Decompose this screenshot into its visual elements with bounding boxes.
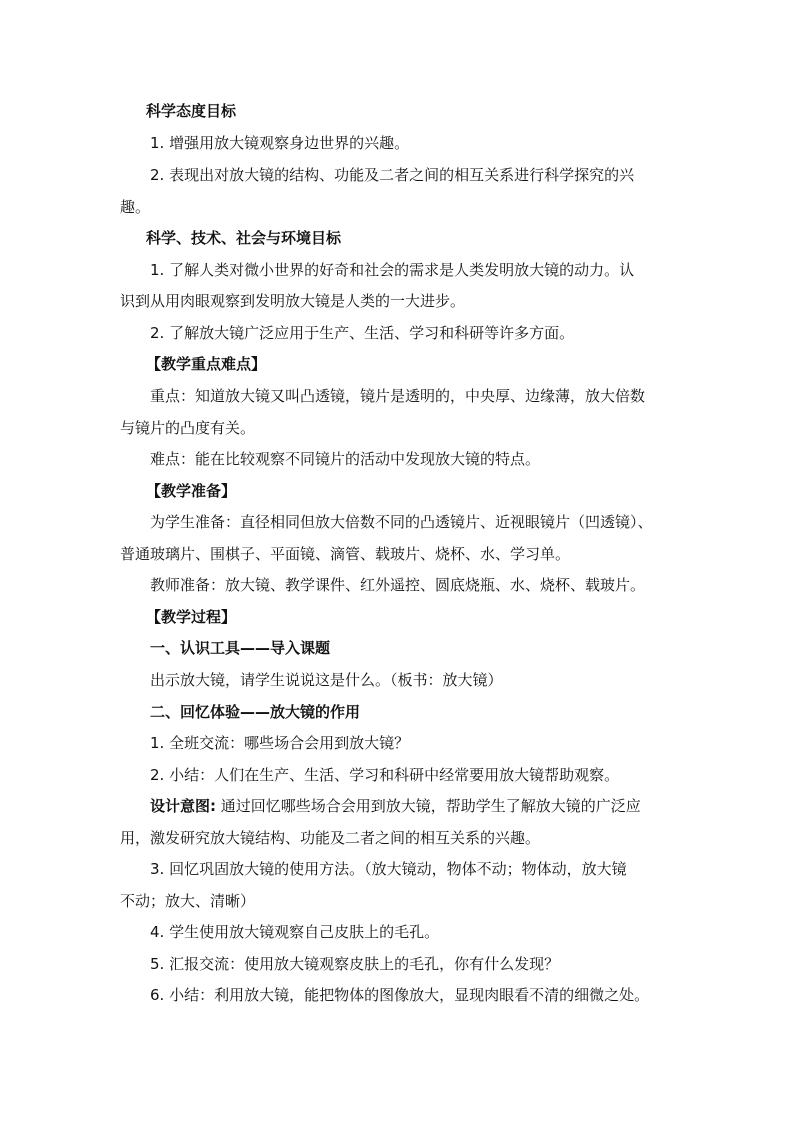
step-3-line-1: 3. 回忆巩固放大镜的使用方法。（放大镜动，物体不动；物体动，放大镜 [150, 860, 627, 878]
prep-student-line-1: 为学生准备：直径相同但放大倍数不同的凸透镜片、近视眼镜片（凹透镜）、 [150, 513, 653, 531]
step-4: 4. 学生使用放大镜观察自己皮肤上的毛孔。 [150, 923, 440, 941]
step-5: 5. 汇报交流：使用放大镜观察皮肤上的毛孔，你有什么发现？ [150, 955, 560, 973]
key-point-line-1: 重点：知道放大镜又叫凸透镜，镜片是透明的，中央厚、边缘薄，放大倍数 [150, 387, 646, 405]
step-2: 2. 小结：人们在生产、生活、学习和科研中经常要用放大镜帮助观察。 [150, 766, 620, 784]
step-3-line-2: 不动；放大、清晰） [120, 892, 256, 910]
prep-teacher: 教师准备：放大镜、教学课件、红外遥控、圆底烧瓶、水、烧杯、载玻片。 [150, 576, 646, 594]
sts-item-1-line-1: 1. 了解人类对微小世界的好奇和社会的需求是人类发明放大镜的动力。认 [150, 261, 635, 279]
step-6: 6. 小结：利用放大镜，能把物体的图像放大，显现肉眼看不清的细微之处。 [150, 986, 650, 1004]
attitude-item-2-line-1: 2. 表现出对放大镜的结构、功能及二者之间的相互关系进行科学探究的兴 [150, 166, 635, 184]
heading-sts-goals: 科学、技术、社会与环境目标 [146, 229, 342, 247]
section-1-title: 一、认识工具——导入课题 [150, 639, 331, 657]
design-intent-line-2: 用，激发研究放大镜结构、功能及二者之间的相互关系的兴趣。 [120, 829, 541, 847]
section-1-text: 出示放大镜，请学生说说这是什么。（板书：放大镜） [150, 671, 503, 689]
heading-preparation: 【教学准备】 [146, 482, 237, 500]
design-intent-label: 设计意图: [150, 797, 216, 815]
attitude-item-2-line-2: 趣。 [120, 198, 151, 216]
key-point-line-2: 与镜片的凸度有关。 [120, 419, 256, 437]
heading-attitude-goals: 科学态度目标 [146, 102, 237, 120]
step-1: 1. 全班交流：哪些场合会用到放大镜？ [150, 734, 410, 752]
heading-process: 【教学过程】 [146, 608, 237, 626]
sts-item-2: 2. 了解放大镜广泛应用于生产、生活、学习和科研等许多方面。 [150, 324, 575, 342]
section-2-title: 二、回忆体验——放大镜的作用 [150, 703, 361, 721]
design-intent-line-1 [150, 796, 641, 816]
prep-student-line-2: 普通玻璃片、围棋子、平面镜、滴管、载玻片、烧杯、水、学习单。 [120, 545, 571, 563]
attitude-item-1: 1. 增强用放大镜观察身边世界的兴趣。 [150, 134, 410, 152]
design-intent-text: 通过回忆哪些场合会用到放大镜，帮助学生了解放大镜的广泛应 [216, 797, 641, 815]
heading-key-points: 【教学重点难点】 [146, 355, 267, 373]
sts-item-1-line-2: 识到从用肉眼观察到发明放大镜是人类的一大进步。 [120, 292, 466, 310]
difficulty-point: 难点：能在比较观察不同镜片的活动中发现放大镜的特点。 [150, 450, 541, 468]
